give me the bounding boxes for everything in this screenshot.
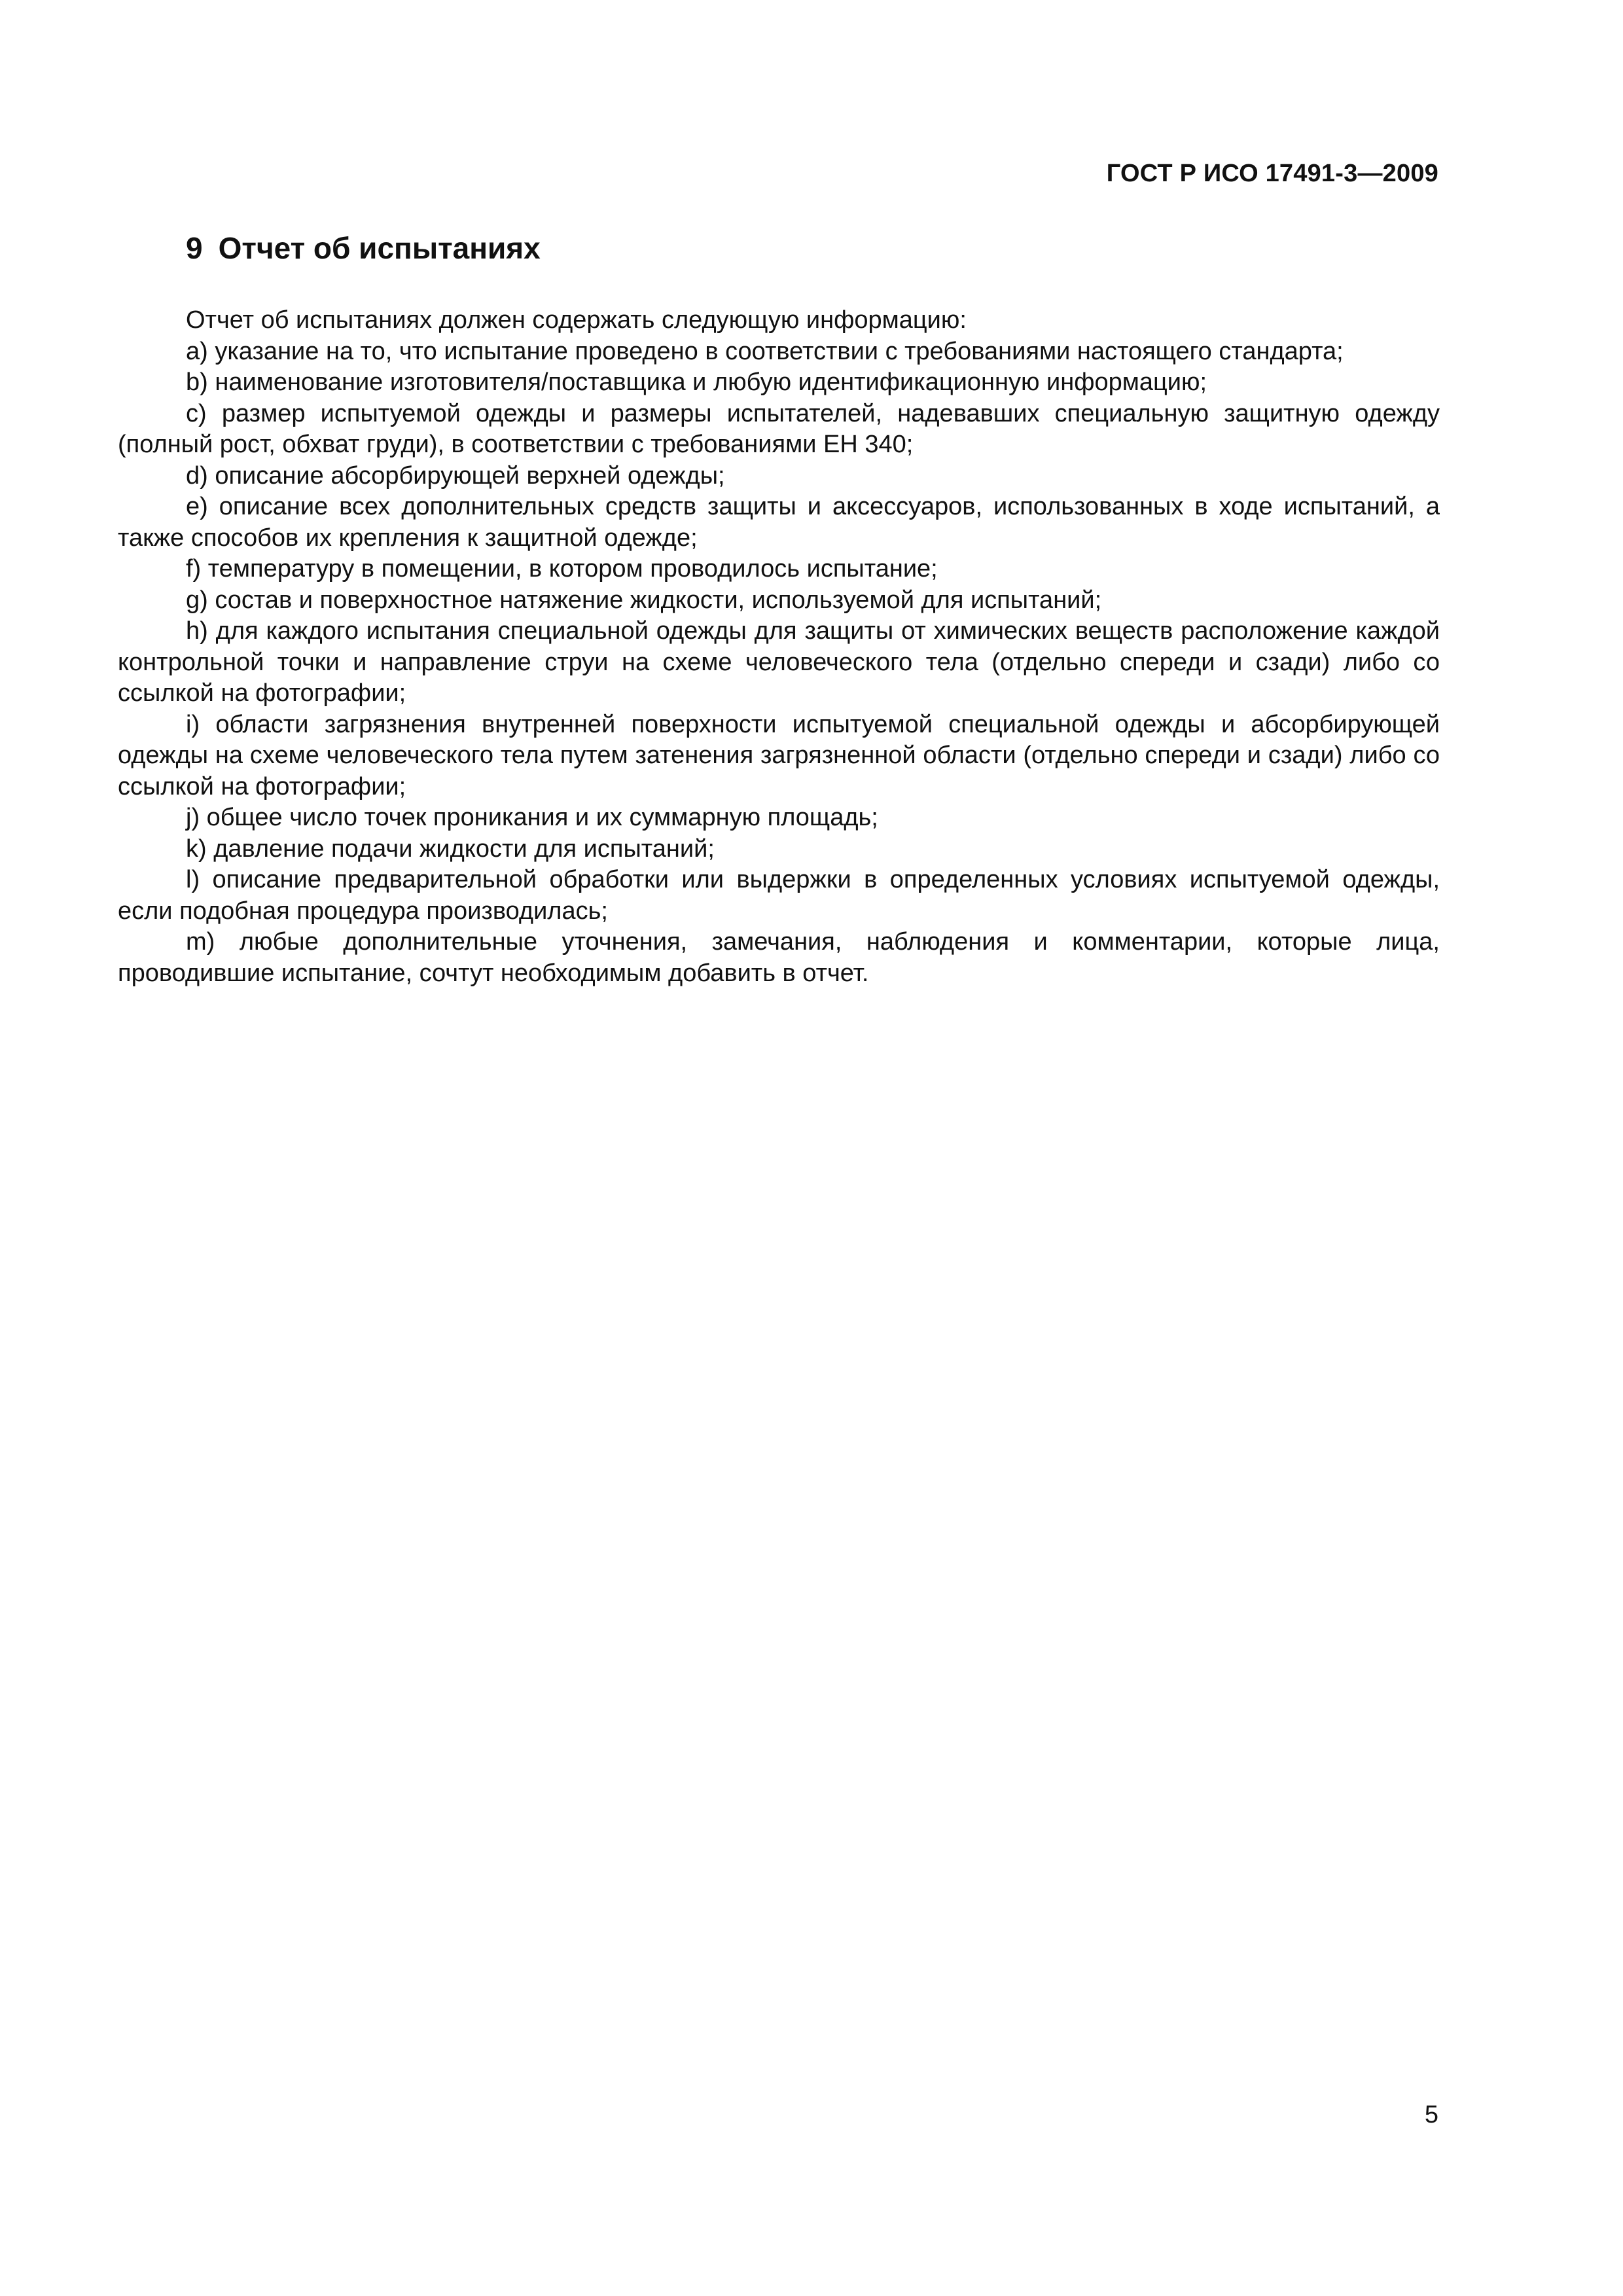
list-item-l: l) описание предварительной обработки или выдержки в определенных условиях испытуемой одежды, если подобная процедура производилась; xyxy=(118,866,1440,925)
list-item-g: g) состав и поверхностное натяжение жидкости, используемой для испытаний; xyxy=(186,586,1102,614)
list-item-d: d) описание абсорбирующей верхней одежды; xyxy=(186,461,725,490)
section-title: Отчет об испытаниях xyxy=(218,231,541,265)
section-body xyxy=(118,305,1440,989)
document-code: ГОСТ Р ИСО 17491-3—2009 xyxy=(1106,160,1438,187)
list-item-m: m) любые дополнительные уточнения, замечания, наблюдения и комментарии, которые лица, проводившие испытание, сочтут необходимым добавить в отчет. xyxy=(118,928,1440,987)
list-item-c: c) размер испытуемой одежды и размеры испытателей, надевавших специальную защитную одежду (полный рост, обхват груди), в соответствии с требованиями ЕН 340; xyxy=(118,399,1440,458)
list-item-b: b) наименование изготовителя/поставщика и любую идентификационную информацию; xyxy=(186,368,1207,396)
section-number: 9 xyxy=(186,231,203,265)
list-item-k: k) давление подачи жидкости для испытаний; xyxy=(186,834,715,863)
list-item-h: h) для каждого испытания специальной одежды для защиты от химических веществ расположение каждой контрольной точки и направление струи на схеме человеческого тела (отдельно спереди и сзади) либо со ссылкой на фотографии; xyxy=(118,617,1440,707)
list-item-a: a) указание на то, что испытание проведено в соответствии с требованиями настоящего стандарта; xyxy=(186,337,1344,365)
list-item-f: f) температуру в помещении, в котором проводилось испытание; xyxy=(186,555,938,583)
list-item-i: i) области загрязнения внутренней поверхности испытуемой специальной одежды и абсорбирующей одежды на схеме человеческого тела путем затенения загрязненной области (отдельно спереди и сзади) либо со ссылкой на фотографии; xyxy=(118,710,1440,800)
list-item-j: j) общее число точек проникания и их суммарную площадь; xyxy=(186,804,878,831)
section-heading xyxy=(186,230,541,266)
list-item-e: e) описание всех дополнительных средств защиты и аксессуаров, использованных в ходе испытаний, а также способов их крепления к защитной одежде; xyxy=(118,493,1440,552)
intro-paragraph: Отчет об испытаниях должен содержать следующую информацию: xyxy=(186,306,967,334)
page-number: 5 xyxy=(1424,2101,1438,2128)
